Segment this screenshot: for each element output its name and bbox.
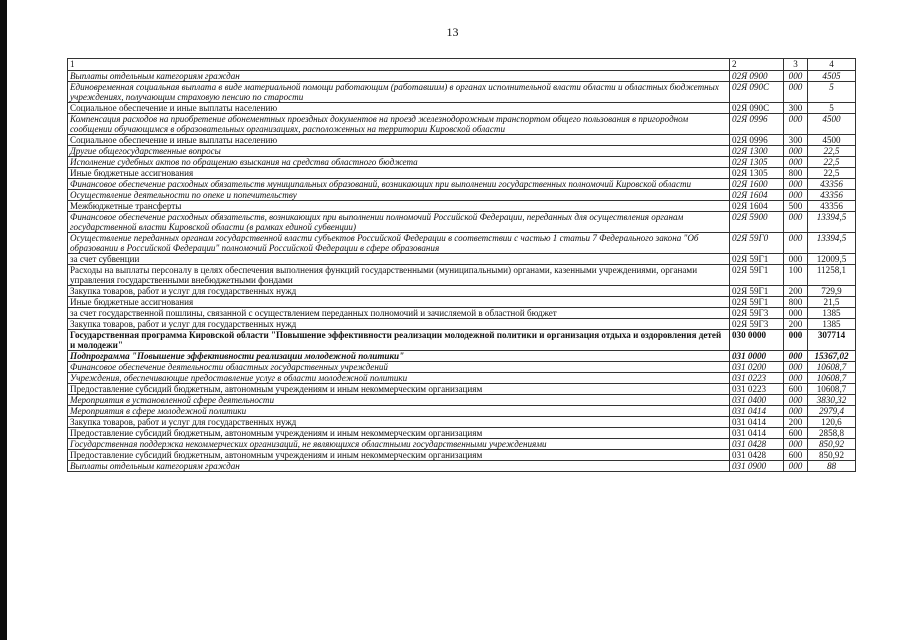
row-type-cell: 000	[784, 190, 808, 201]
row-description-cell: Социальное обеспечение и иные выплаты населению	[68, 135, 730, 146]
row-description-cell: Закупка товаров, работ и услуг для государственных нужд	[68, 286, 730, 297]
row-description-cell: Предоставление субсидий бюджетным, автономным учреждениям и иным некоммерческим организациям	[68, 428, 730, 439]
row-code-cell: 031 0428	[730, 450, 784, 461]
row-description-cell: Социальное обеспечение и иные выплаты населению	[68, 103, 730, 114]
row-amount-cell: 21,5	[808, 297, 856, 308]
table-row	[68, 373, 856, 384]
row-amount-cell: 10608,7	[808, 384, 856, 395]
row-code-cell: 02Я 0900	[730, 71, 784, 82]
row-amount-cell: 307714	[808, 330, 856, 351]
header-cell-1: 1	[68, 59, 730, 71]
row-code-cell: 02Я 1604	[730, 201, 784, 212]
row-type-cell: 000	[784, 406, 808, 417]
row-amount-cell: 1385	[808, 319, 856, 330]
row-description-cell: Государственная поддержка некоммерческих организаций, не являющихся областными государственными учреждениями	[68, 439, 730, 450]
row-description-cell: Иные бюджетные ассигнования	[68, 168, 730, 179]
row-amount-cell: 2979,4	[808, 406, 856, 417]
row-code-cell: 031 0414	[730, 417, 784, 428]
row-type-cell: 000	[784, 179, 808, 190]
table-row	[68, 82, 856, 103]
row-amount-cell: 12009,5	[808, 254, 856, 265]
table-row	[68, 168, 856, 179]
row-type-cell: 000	[784, 330, 808, 351]
row-description-cell: за счет субвенции	[68, 254, 730, 265]
row-amount-cell: 13394,5	[808, 233, 856, 254]
page-number: 13	[446, 25, 459, 39]
row-code-cell: 02Я 1604	[730, 190, 784, 201]
table-row	[68, 146, 856, 157]
table-row	[68, 179, 856, 190]
row-description-cell: Подпрограмма "Повышение эффективности реализации молодежной политики"	[68, 351, 730, 362]
row-amount-cell: 850,92	[808, 450, 856, 461]
row-code-cell: 02Я 0996	[730, 135, 784, 146]
table-header-row	[68, 59, 856, 71]
row-code-cell: 02Я 59Г3	[730, 308, 784, 319]
row-amount-cell: 43356	[808, 190, 856, 201]
row-type-cell: 300	[784, 135, 808, 146]
row-description-cell: Мероприятия в сфере молодежной политики	[68, 406, 730, 417]
table-row	[68, 319, 856, 330]
row-amount-cell: 22,5	[808, 157, 856, 168]
row-code-cell: 031 0000	[730, 351, 784, 362]
row-type-cell: 800	[784, 168, 808, 179]
row-code-cell: 031 0414	[730, 406, 784, 417]
table-row	[68, 135, 856, 146]
row-amount-cell: 2858,8	[808, 428, 856, 439]
row-amount-cell: 120,6	[808, 417, 856, 428]
row-code-cell: 02Я 59Г1	[730, 286, 784, 297]
row-code-cell: 031 0223	[730, 384, 784, 395]
row-code-cell: 031 0900	[730, 461, 784, 472]
row-code-cell: 02Я 1305	[730, 157, 784, 168]
row-type-cell: 000	[784, 233, 808, 254]
row-amount-cell: 3830,32	[808, 395, 856, 406]
row-description-cell: за счет государственной пошлины, связанной с осуществлением переданных полномочий и зачисляемой в областной бюджет	[68, 308, 730, 319]
row-amount-cell: 22,5	[808, 168, 856, 179]
row-amount-cell: 4500	[808, 114, 856, 135]
row-type-cell: 200	[784, 417, 808, 428]
row-type-cell: 800	[784, 297, 808, 308]
row-code-cell: 031 0200	[730, 362, 784, 373]
row-amount-cell: 11258,1	[808, 265, 856, 286]
row-type-cell: 500	[784, 201, 808, 212]
row-code-cell: 02Я 59Г1	[730, 254, 784, 265]
header-cell-4: 4	[808, 59, 856, 71]
table-body	[68, 59, 856, 472]
table-row	[68, 265, 856, 286]
row-amount-cell: 850,92	[808, 439, 856, 450]
row-type-cell: 000	[784, 157, 808, 168]
budget-table	[67, 58, 856, 472]
row-description-cell: Иные бюджетные ассигнования	[68, 297, 730, 308]
row-amount-cell: 43356	[808, 201, 856, 212]
row-amount-cell: 13394,5	[808, 212, 856, 233]
table-row	[68, 384, 856, 395]
row-amount-cell: 1385	[808, 308, 856, 319]
row-amount-cell: 22,5	[808, 146, 856, 157]
table-row	[68, 362, 856, 373]
table-row	[68, 417, 856, 428]
row-description-cell: Осуществление деятельности по опеке и попечительству	[68, 190, 730, 201]
table-row	[68, 461, 856, 472]
header-cell-3: 3	[784, 59, 808, 71]
row-type-cell: 000	[784, 146, 808, 157]
row-code-cell: 02Я 1300	[730, 146, 784, 157]
row-amount-cell: 5	[808, 103, 856, 114]
table-row	[68, 254, 856, 265]
row-description-cell: Осуществление переданных органам государственной власти субъектов Российской Федерации в соответствии с частью 1 статьи 7 Федерального закона "Об образовании в Российской Федерации" полномочий Российской Федерации в сфере образования	[68, 233, 730, 254]
table-row	[68, 308, 856, 319]
table-row	[68, 286, 856, 297]
table-row	[68, 330, 856, 351]
row-amount-cell: 4500	[808, 135, 856, 146]
table-row	[68, 428, 856, 439]
row-code-cell: 031 0223	[730, 373, 784, 384]
row-type-cell: 600	[784, 384, 808, 395]
row-amount-cell: 729,9	[808, 286, 856, 297]
row-type-cell: 000	[784, 254, 808, 265]
row-amount-cell: 10608,7	[808, 362, 856, 373]
row-description-cell: Закупка товаров, работ и услуг для государственных нужд	[68, 417, 730, 428]
row-type-cell: 300	[784, 103, 808, 114]
row-description-cell: Межбюджетные трансферты	[68, 201, 730, 212]
row-type-cell: 000	[784, 351, 808, 362]
table-row	[68, 395, 856, 406]
row-type-cell: 000	[784, 308, 808, 319]
row-type-cell: 200	[784, 319, 808, 330]
row-amount-cell: 10608,7	[808, 373, 856, 384]
row-amount-cell: 5	[808, 82, 856, 103]
row-code-cell: 02Я 5900	[730, 212, 784, 233]
table-row	[68, 71, 856, 82]
row-amount-cell: 15367,02	[808, 351, 856, 362]
row-description-cell: Финансовое обеспечение деятельности областных государственных учреждений	[68, 362, 730, 373]
row-code-cell: 02Я 090С	[730, 103, 784, 114]
table-row	[68, 190, 856, 201]
row-code-cell: 02Я 0996	[730, 114, 784, 135]
table-row	[68, 351, 856, 362]
row-code-cell: 031 0428	[730, 439, 784, 450]
row-description-cell: Финансовое обеспечение расходных обязательств, возникающих при выполнении полномочий Российской Федерации, переданных для осуществления органам государственной власти Кировской области (в рамках единой субвенции)	[68, 212, 730, 233]
row-code-cell: 02Я 59Г1	[730, 265, 784, 286]
row-code-cell: 02Я 090С	[730, 82, 784, 103]
row-description-cell: Исполнение судебных актов по обращению взыскания на средства областного бюджета	[68, 157, 730, 168]
row-description-cell: Финансовое обеспечение расходных обязательств муниципальных образований, возникающих при выполнении государственных полномочий Кировской области	[68, 179, 730, 190]
row-type-cell: 100	[784, 265, 808, 286]
row-description-cell: Выплаты отдельным категориям граждан	[68, 71, 730, 82]
row-type-cell: 000	[784, 362, 808, 373]
row-code-cell: 02Я 1600	[730, 179, 784, 190]
row-description-cell: Другие общегосударственные вопросы	[68, 146, 730, 157]
table-row	[68, 212, 856, 233]
header-cell-2: 2	[730, 59, 784, 71]
table-row	[68, 114, 856, 135]
row-type-cell: 000	[784, 439, 808, 450]
row-description-cell: Расходы на выплаты персоналу в целях обеспечения выполнения функций государственными (муниципальными) органами, казенными учреждениями, органами управления государственными внебюджетными фондами	[68, 265, 730, 286]
table-row	[68, 406, 856, 417]
table-row	[68, 233, 856, 254]
row-description-cell: Предоставление субсидий бюджетным, автономным учреждениям и иным некоммерческим организациям	[68, 384, 730, 395]
row-description-cell: Единовременная социальная выплата в виде материальной помощи работающим (работавшим) в органах исполнительной власти области и областных бюджетных учреждениях, получающим страховую пенсию по старости	[68, 82, 730, 103]
row-description-cell: Выплаты отдельным категориям граждан	[68, 461, 730, 472]
row-amount-cell: 4505	[808, 71, 856, 82]
table-row	[68, 103, 856, 114]
row-code-cell: 02Я 1305	[730, 168, 784, 179]
table-row	[68, 450, 856, 461]
row-code-cell: 02Я 59Г1	[730, 297, 784, 308]
row-type-cell: 000	[784, 373, 808, 384]
row-description-cell: Предоставление субсидий бюджетным, автономным учреждениям и иным некоммерческим организациям	[68, 450, 730, 461]
row-code-cell: 02Я 59Г0	[730, 233, 784, 254]
row-amount-cell: 43356	[808, 179, 856, 190]
row-description-cell: Мероприятия в установленной сфере деятельности	[68, 395, 730, 406]
table-row	[68, 439, 856, 450]
row-code-cell: 030 0000	[730, 330, 784, 351]
row-amount-cell: 88	[808, 461, 856, 472]
row-code-cell: 031 0414	[730, 428, 784, 439]
scan-edge-bar	[0, 0, 7, 640]
row-type-cell: 000	[784, 461, 808, 472]
row-description-cell: Государственная программа Кировской области "Повышение эффективности реализации молодежной политики и организация отдыха и оздоровления детей и молодежи"	[68, 330, 730, 351]
row-description-cell: Компенсация расходов на приобретение абонементных проездных документов на проезд железнодорожным транспортом общего пользования в пригородном сообщении обучающимся в образовательных организациях, расположенных на территории Кировской области	[68, 114, 730, 135]
table-row	[68, 201, 856, 212]
table-row	[68, 157, 856, 168]
row-type-cell: 600	[784, 450, 808, 461]
row-type-cell: 000	[784, 395, 808, 406]
row-code-cell: 031 0400	[730, 395, 784, 406]
row-type-cell: 600	[784, 428, 808, 439]
row-description-cell: Учреждения, обеспечивающие предоставление услуг в области молодежной политики	[68, 373, 730, 384]
row-description-cell: Закупка товаров, работ и услуг для государственных нужд	[68, 319, 730, 330]
row-type-cell: 000	[784, 212, 808, 233]
row-type-cell: 200	[784, 286, 808, 297]
table-row	[68, 297, 856, 308]
row-type-cell: 000	[784, 114, 808, 135]
row-type-cell: 000	[784, 71, 808, 82]
row-code-cell: 02Я 59Г3	[730, 319, 784, 330]
row-type-cell: 000	[784, 82, 808, 103]
